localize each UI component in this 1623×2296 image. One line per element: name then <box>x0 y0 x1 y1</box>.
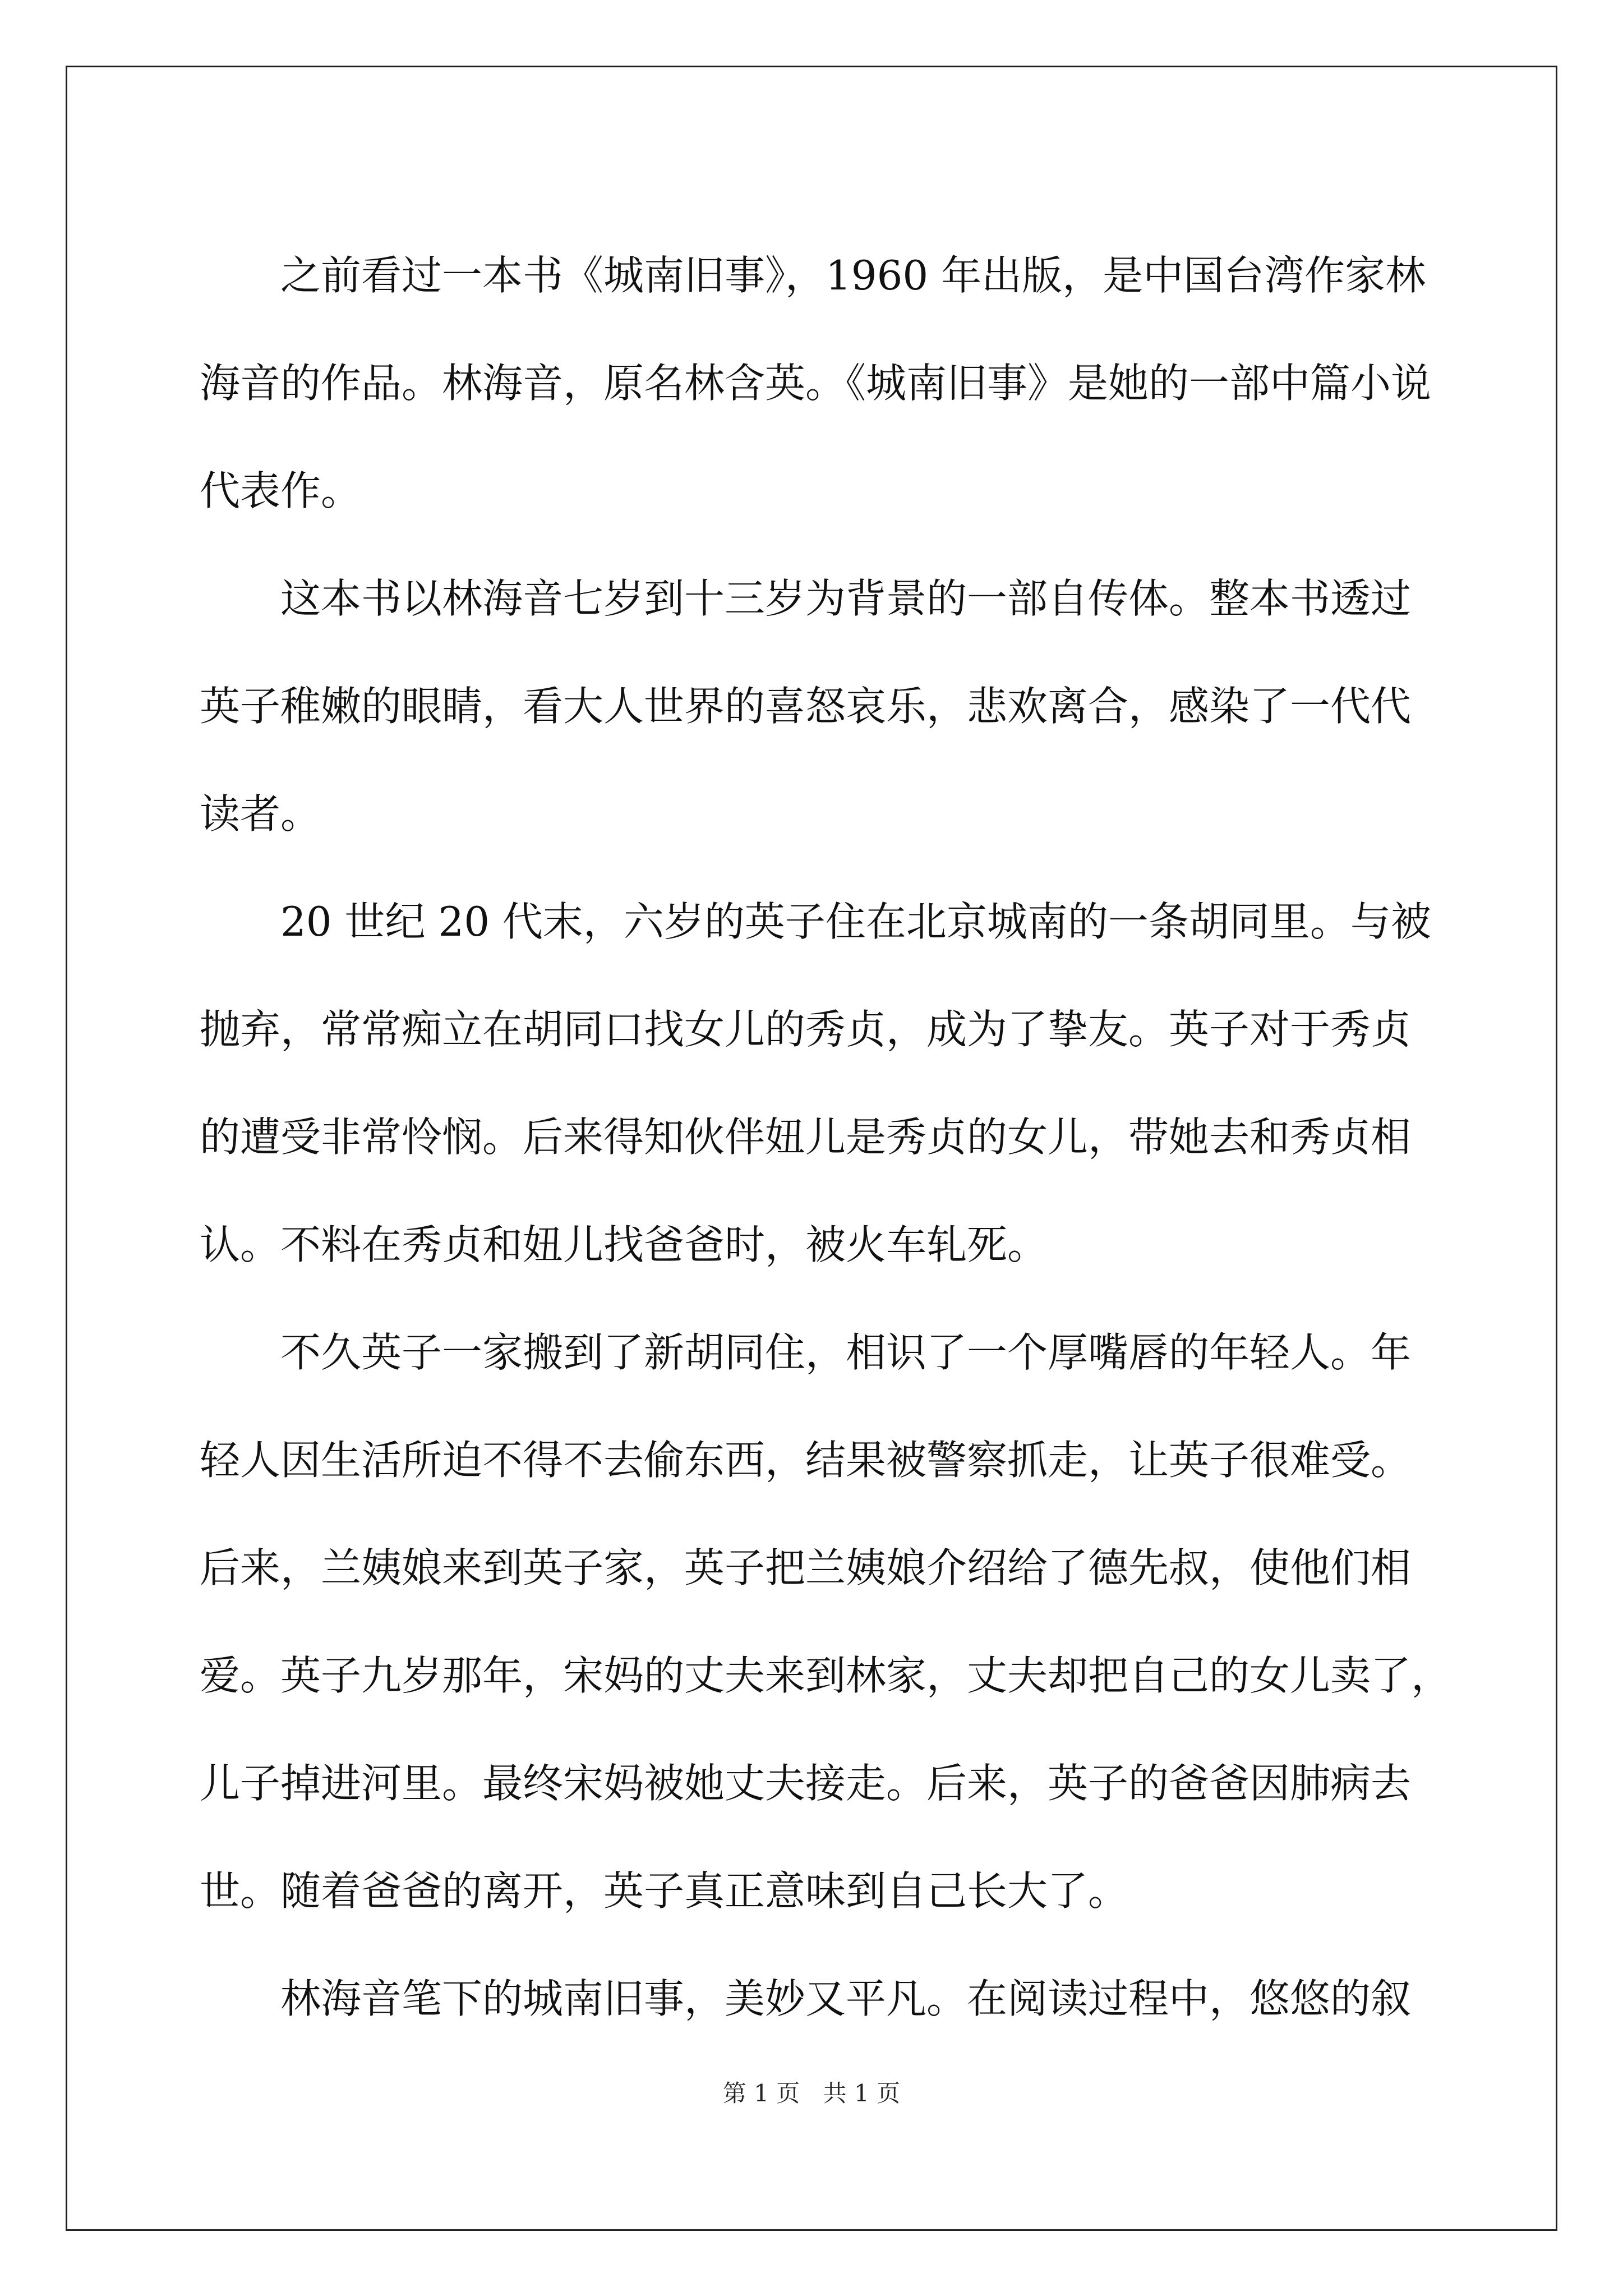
text-line: 认。不料在秀贞和妞儿找爸爸时，被火车轧死。 <box>200 1221 1048 1268</box>
text-line: 林海音笔下的城南旧事，美妙又平凡。在阅读过程中，悠悠的叙 <box>280 1975 1412 2022</box>
text-line: 英子稚嫩的眼睛，看大人世界的喜怒哀乐，悲欢离合，感染了一代代 <box>200 683 1412 730</box>
page-total: 共 1 页 <box>823 2079 901 2107</box>
document-body <box>200 222 1452 2053</box>
text-line: 海音的作品。林海音，原名林含英。《城南旧事》是她的一部中篇小说 <box>200 360 1432 407</box>
text-line: 这本书以林海音七岁到十三岁为背景的一部自传体。整本书透过 <box>280 575 1412 622</box>
text-line: 世。随着爸爸的离开，英子真正意味到自己长大了。 <box>200 1867 1129 1915</box>
text-line: 20 世纪 20 代末，六岁的英子住在北京城南的一条胡同里。与被 <box>280 898 1431 945</box>
text-line: 后来，兰姨娘来到英子家，英子把兰姨娘介绍给了德先叔，使他们相 <box>200 1544 1412 1591</box>
text-line: 轻人因生活所迫不得不去偷东西，结果被警察抓走，让英子很难受。 <box>200 1437 1412 1484</box>
text-line: 的遭受非常怜悯。后来得知伙伴妞儿是秀贞的女儿，带她去和秀贞相 <box>200 1114 1412 1161</box>
text-line: 爱。英子九岁那年，宋妈的丈夫来到林家，丈夫却把自己的女儿卖了， <box>200 1652 1452 1699</box>
text-line: 抛弃，常常痴立在胡同口找女儿的秀贞，成为了挚友。英子对于秀贞 <box>200 1006 1412 1053</box>
text-line: 代表作。 <box>200 467 362 514</box>
text-line: 读者。 <box>200 790 321 838</box>
page-footer <box>0 2077 1623 2110</box>
text-line: 之前看过一本书《城南旧事》，1960 年出版，是中国台湾作家林 <box>280 252 1426 299</box>
page-number: 第 1 页 <box>722 2079 800 2107</box>
text-line: 不久英子一家搬到了新胡同住，相识了一个厚嘴唇的年轻人。年 <box>280 1329 1412 1376</box>
text-line: 儿子掉进河里。最终宋妈被她丈夫接走。后来，英子的爸爸因肺病去 <box>200 1760 1412 1807</box>
